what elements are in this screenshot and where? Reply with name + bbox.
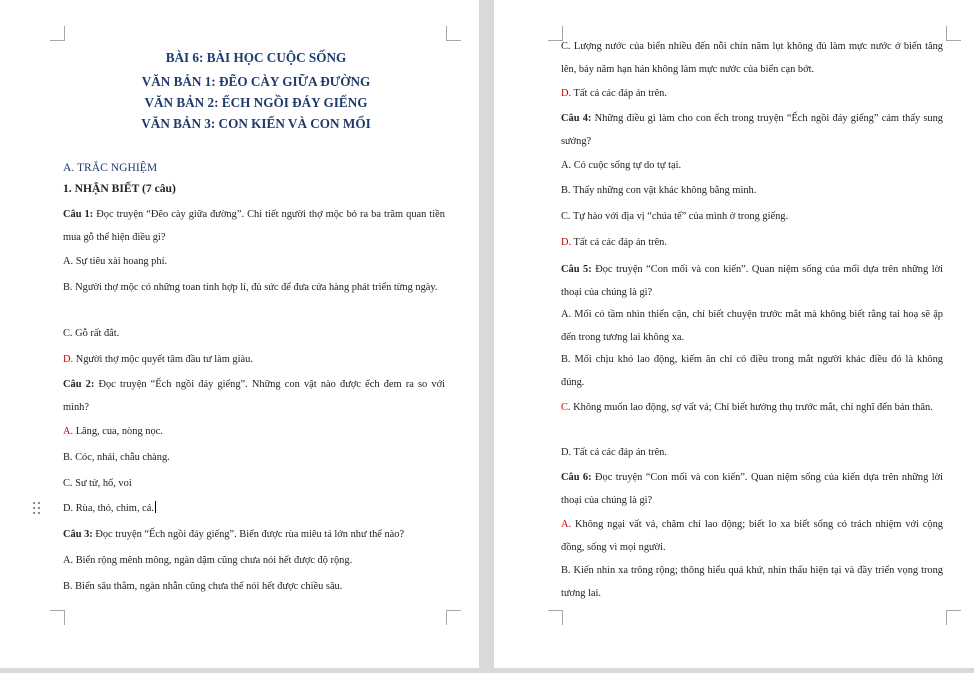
text-title-3: VĂN BẢN 3: CON KIẾN VÀ CON MỐI xyxy=(141,116,371,131)
question-label: Câu 6: xyxy=(561,472,592,483)
answer-option xyxy=(561,154,943,177)
margin-corner-mark xyxy=(548,610,563,625)
text-cursor xyxy=(155,501,156,513)
option-text: Tất cả các đáp án trên. xyxy=(571,447,667,458)
document-page-left[interactable] xyxy=(0,0,479,668)
answer-option xyxy=(63,420,445,443)
option-text: Không ngại vất vả, chăm chỉ lao động; biết lo xa biết sống có trách nhiệm với cộng đồng, sống vì mọi người. xyxy=(561,519,943,553)
answer-option xyxy=(63,276,445,299)
margin-corner-mark xyxy=(946,610,961,625)
correct-answer-letter: D. xyxy=(561,88,572,99)
option-text: Lượng nước của biển nhiều đến nỗi chín năm lụt không đủ làm mực nước ở biển tăng lên, bảy năm hạn hán không làm mực nước của biển cạn bớt. xyxy=(561,41,943,75)
option-text: Sư tử, hổ, voi xyxy=(72,478,132,489)
correct-answer-letter: A. xyxy=(561,519,572,530)
answer-option xyxy=(561,179,943,202)
answer-option xyxy=(63,575,445,598)
answer-option xyxy=(63,446,445,469)
option-letter: C. xyxy=(561,211,571,222)
option-letter: B. xyxy=(561,354,571,365)
answer-option xyxy=(63,348,445,371)
question-text: Đọc truyện “Ếch ngồi đáy giếng”. Những con vật nào được ếch đem ra so với mình? xyxy=(63,379,445,413)
option-text: Tự hào với địa vị “chúa tể” của mình ở trong giếng. xyxy=(570,211,789,222)
question-label: Câu 5: xyxy=(561,264,592,275)
question-3 xyxy=(63,523,445,546)
text-title-2: VĂN BẢN 2: ẾCH NGỒI ĐÁY GIẾNG xyxy=(144,95,368,110)
option-text: Mối có tầm nhìn thiển cận, chỉ biết chuyện trước mắt mà không biết rằng tai hoạ sẽ ập đến trong tương lai không xa. xyxy=(561,309,943,343)
option-text: Tất cả các đáp án trên. xyxy=(571,237,667,248)
option-text: Cóc, nhái, chẫu chàng. xyxy=(72,452,170,463)
subsection-heading: 1. NHẬN BIẾT (7 câu) xyxy=(63,182,176,195)
answer-option xyxy=(561,82,943,105)
answer-option xyxy=(561,205,943,228)
answer-option xyxy=(561,559,943,605)
option-letter: A. xyxy=(63,555,74,566)
question-4 xyxy=(561,107,943,153)
option-text: Người thợ mộc quyết tâm đầu tư làm giàu. xyxy=(73,354,253,365)
question-label: Câu 4: xyxy=(561,113,592,124)
section-heading: A. TRẮC NGHIỆM xyxy=(63,161,158,174)
correct-answer-letter: A. xyxy=(63,426,74,437)
option-text: Mối chịu khó lao động, kiếm ăn chỉ có điều trong mắt người khác điều đó là không đúng. xyxy=(561,354,943,388)
margin-corner-mark xyxy=(946,26,961,41)
paragraph-drag-handle-icon[interactable] xyxy=(33,502,41,518)
option-text: Biển rộng mênh mông, ngàn dặm cũng chưa nói hết được độ rộng. xyxy=(73,555,353,566)
question-5 xyxy=(561,258,943,304)
question-1 xyxy=(63,203,445,249)
text-title-1: VĂN BẢN 1: ĐẼO CÀY GIỮA ĐƯỜNG xyxy=(141,74,371,89)
option-text: Gỗ rất đắt. xyxy=(72,328,120,339)
question-label: Câu 3: xyxy=(63,529,93,540)
option-text: Không muốn lao động, sợ vất vả; Chỉ biết hưởng thụ trước mắt, chỉ nghĩ đến bản thân. xyxy=(570,402,933,413)
answer-option xyxy=(561,396,943,419)
question-text: Những điều gì làm cho con ếch trong truyện “Ếch ngồi đáy giếng” cảm thấy sung sướng? xyxy=(561,113,943,147)
option-letter: C. xyxy=(561,41,571,52)
option-letter: B. xyxy=(63,452,73,463)
question-text: Đọc truyện “Con mối và con kiến”. Quan niệm sống của mối dựa trên những lời thoại của chúng là gì? xyxy=(561,264,943,298)
correct-answer-letter: D. xyxy=(561,237,572,248)
margin-corner-mark xyxy=(446,610,461,625)
answer-option xyxy=(63,322,445,345)
option-text: Rùa, thỏ, chim, cá. xyxy=(73,503,154,514)
margin-corner-mark xyxy=(446,26,461,41)
option-text: Có cuộc sống tự do tự tại. xyxy=(571,160,682,171)
answer-option xyxy=(63,472,445,495)
answer-option xyxy=(561,513,943,559)
lesson-title: BÀI 6: BÀI HỌC CUỘC SỐNG xyxy=(165,50,347,65)
answer-option[interactable] xyxy=(63,497,445,520)
correct-answer-letter: C. xyxy=(561,402,571,413)
option-text: Kiến nhìn xa trông rộng; thông hiểu quá khứ, nhìn thấu hiện tại và đầy triển vọng trong tương lai. xyxy=(561,565,943,599)
option-text: Biển sâu thẳm, ngàn nhẫn cũng chưa thể nói hết được chiều sâu. xyxy=(72,581,343,592)
option-letter: D. xyxy=(63,503,74,514)
option-text: Người thợ mộc có những toan tính hợp lí, đủ sức để đưa cửa hàng phát triển từng ngày. xyxy=(72,282,438,293)
option-letter: D. xyxy=(561,447,572,458)
correct-answer-letter: D. xyxy=(63,354,74,365)
option-letter: A. xyxy=(63,256,74,267)
option-letter: B. xyxy=(63,581,73,592)
question-label: Câu 1: xyxy=(63,209,94,220)
question-text: Đọc truyện “Con mối và con kiến”. Quan niệm sống của kiến dựa trên những lời thoại của chúng là gì? xyxy=(561,472,943,506)
answer-option xyxy=(561,231,943,254)
answer-option xyxy=(63,250,445,273)
question-2 xyxy=(63,373,445,419)
option-text: Thấy những con vật khác không bằng mình. xyxy=(570,185,757,196)
option-letter: B. xyxy=(561,565,571,576)
answer-option xyxy=(561,35,943,81)
option-letter: B. xyxy=(63,282,73,293)
option-letter: B. xyxy=(561,185,571,196)
question-6 xyxy=(561,466,943,512)
option-letter: C. xyxy=(63,328,73,339)
option-letter: C. xyxy=(63,478,73,489)
answer-option xyxy=(63,549,445,572)
option-text: Sự tiêu xài hoang phí. xyxy=(73,256,168,267)
option-letter: A. xyxy=(561,160,572,171)
option-letter: A. xyxy=(561,309,572,320)
document-page-right[interactable] xyxy=(494,0,974,668)
answer-option xyxy=(561,348,943,394)
question-text: Đọc truyện “Đẽo cày giữa đường”. Chi tiết người thợ mộc bỏ ra ba trăm quan tiền mua gỗ thể hiện điều gì? xyxy=(63,209,445,243)
question-text: Đọc truyện “Ếch ngồi đáy giếng”. Biển được rùa miêu tả lớn như thế nào? xyxy=(92,529,405,540)
margin-corner-mark xyxy=(50,26,65,41)
question-label: Câu 2: xyxy=(63,379,95,390)
answer-option xyxy=(561,441,943,464)
margin-corner-mark xyxy=(50,610,65,625)
option-text: Lăng, cua, nòng nọc. xyxy=(73,426,163,437)
answer-option xyxy=(561,303,943,349)
option-text: Tất cả các đáp án trên. xyxy=(571,88,667,99)
